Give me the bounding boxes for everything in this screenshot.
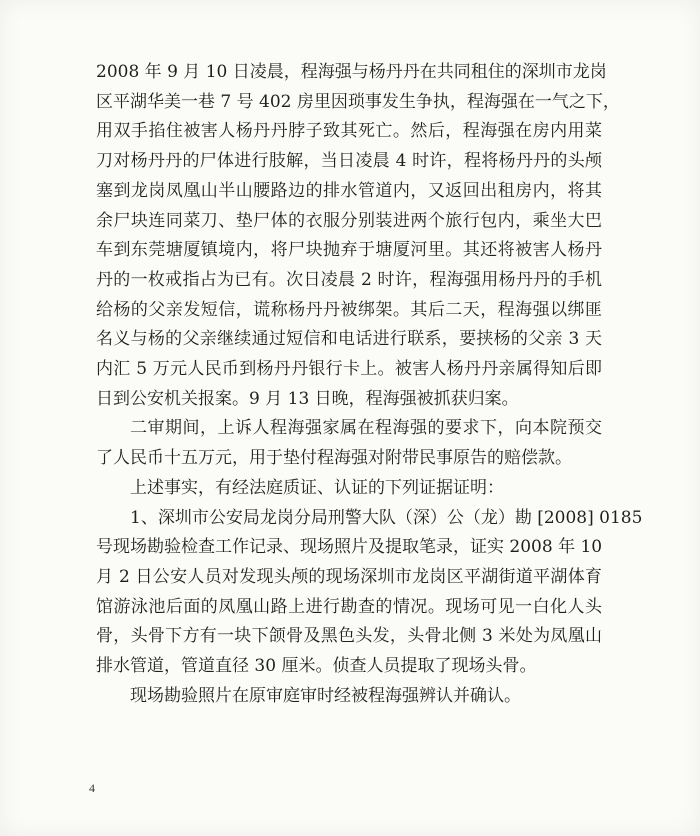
- text-line: 号现场勘验检查工作记录、现场照片及提取笔录，证实 2008 年 10: [96, 537, 603, 558]
- text-line: 2008 年 9 月 10 日凌晨，程海强与杨丹丹在共同租住的深圳市龙岗: [96, 62, 607, 82]
- text-line: 二审期间，上诉人程海强家属在程海强的要求下，向本院预交: [130, 418, 602, 439]
- page-number: 4: [89, 781, 95, 795]
- text-line: 馆游泳池后面的凤凰山路上进行勘查的情况。现场可见一白化人头: [96, 596, 602, 617]
- text-line: 给杨的父亲发短信，谎称杨丹丹被绑架。其后二天，程海强以绑匪: [96, 299, 602, 320]
- text-line: 月 2 日公安人员对发现头颅的现场深圳市龙岗区平湖街道平湖体育: [96, 566, 602, 587]
- text-line: 刀对杨丹丹的尸体进行肢解，当日凌晨 4 时许，程将杨丹丹的头颅: [96, 151, 602, 172]
- text-line: 名义与杨的父亲继续通过短信和电话进行联系，要挟杨的父亲 3 天: [96, 329, 602, 350]
- text-line: 1、深圳市公安局龙岗分局刑警大队（深）公（龙）勘 [2008] 0185: [130, 507, 643, 528]
- text-line: 了人民币十五万元，用于垫付程海强对附带民事原告的赔偿款。: [96, 448, 572, 469]
- document-body: [96, 58, 643, 711]
- text-line: 余尸块连同菜刀、垫尸体的衣服分别装进两个旅行包内，乘坐大巴: [96, 210, 602, 231]
- text-line: 丹的一枚戒指占为已有。次日凌晨 2 时许，程海强用杨丹丹的手机: [96, 269, 602, 290]
- text-line: 日到公安机关报案。9 月 13 日晚，程海强被抓获归案。: [96, 388, 519, 409]
- text-line: 区平湖华美一巷 7 号 402 房里因琐事发生争执，程海强在一气之下，: [96, 91, 620, 112]
- text-line: 内汇 5 万元人民币到杨丹丹银行卡上。被害人杨丹丹亲属得知后即: [96, 359, 602, 380]
- text-line: 骨，头骨下方有一块下颌骨及黑色头发，头骨北侧 3 米处为凤凰山: [96, 626, 602, 647]
- text-line: 现场勘验照片在原审庭审时经被程海强辨认并确认。: [130, 685, 521, 706]
- text-line: 用双手掐住被害人杨丹丹脖子致其死亡。然后，程海强在房内用菜: [96, 121, 602, 142]
- text-line: 塞到龙岗凤凰山半山腰路边的排水管道内，又返回出租房内，将其: [96, 180, 602, 201]
- text-line: 车到东莞塘厦镇境内，将尸块抛弃于塘厦河里。其还将被害人杨丹: [96, 240, 602, 261]
- text-line: 上述事实，有经法庭质证、认证的下列证据证明：: [130, 477, 504, 498]
- text-line: 排水管道，管道直径 30 厘米。侦查人员提取了现场头骨。: [96, 656, 537, 677]
